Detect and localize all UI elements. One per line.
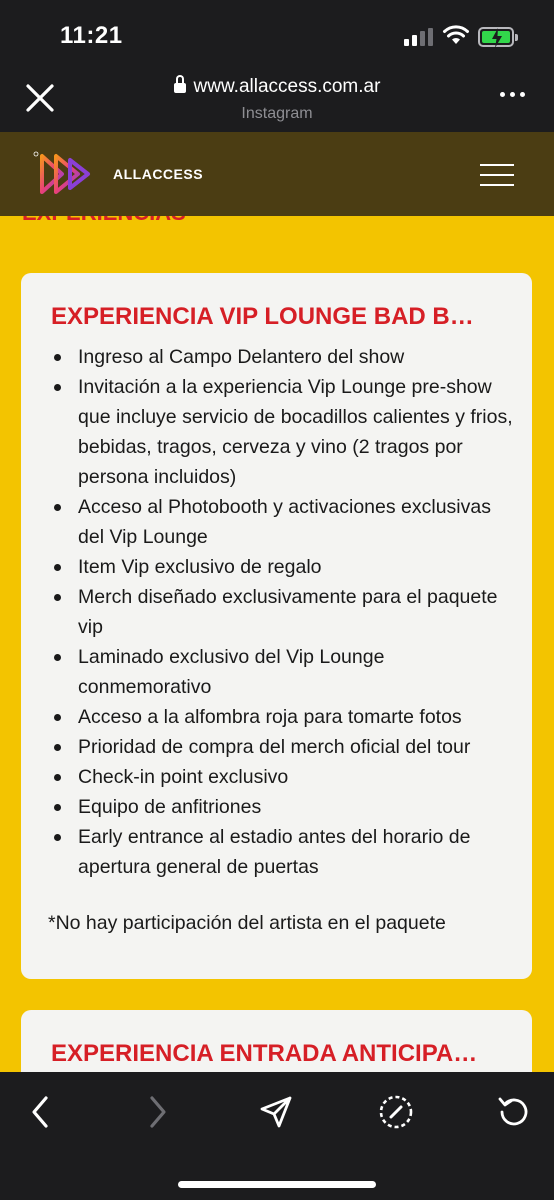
lock-icon — [174, 80, 186, 94]
status-bar — [0, 0, 554, 62]
list-item: Acceso al Photobooth y activaciones exclusivas del Vip Lounge — [48, 492, 518, 552]
reload-icon[interactable] — [494, 1092, 534, 1132]
status-time: 11:21 — [60, 22, 123, 49]
list-item: Invitación a la experiencia Vip Lounge pre-show que incluye servicio de bocadillos calientes y frios, bebidas, tragos, cerveza y vino (2 tragos por persona incluidos) — [48, 372, 518, 492]
url-text: www.allaccess.com.ar — [193, 76, 381, 97]
in-app-browser-header — [0, 62, 554, 132]
battery-charging-icon — [478, 27, 514, 47]
source-label: Instagram — [241, 105, 313, 122]
list-item: Acceso a la alfombra roja para tomarte fotos — [48, 702, 518, 732]
card-title: EXPERIENCIA ENTRADA ANTICIPA… — [51, 1040, 478, 1067]
experience-card-vip[interactable] — [21, 273, 532, 979]
address-area[interactable] — [0, 76, 554, 123]
list-item: Item Vip exclusivo de regalo — [48, 552, 518, 582]
list-item: Ingreso al Campo Delantero del show — [48, 342, 518, 372]
wifi-icon — [442, 24, 470, 46]
card-disclaimer: *No hay participación del artista en el paquete — [48, 912, 446, 934]
brand-name: ALLACCESS — [113, 166, 204, 182]
allaccess-logo[interactable] — [32, 150, 104, 198]
web-page — [0, 132, 554, 1072]
list-item: Merch diseñado exclusivamente para el paquete vip — [48, 582, 518, 642]
cellular-signal-icon — [404, 28, 434, 46]
list-item: Prioridad de compra del merch oficial del tour — [48, 732, 518, 762]
compass-icon[interactable] — [376, 1092, 416, 1132]
feature-list — [48, 342, 518, 882]
list-item: Equipo de anfitriones — [48, 792, 518, 822]
list-item: Laminado exclusivo del Vip Lounge conmemorativo — [48, 642, 518, 702]
list-item: Early entrance al estadio antes del horario de apertura general de puertas — [48, 822, 518, 882]
more-dots-icon[interactable] — [500, 92, 526, 100]
list-item: Check-in point exclusivo — [48, 762, 518, 792]
chevron-right-icon[interactable] — [138, 1092, 178, 1132]
share-send-icon[interactable] — [256, 1092, 296, 1132]
experience-card-early-entry[interactable] — [21, 1010, 532, 1072]
home-indicator[interactable] — [178, 1181, 376, 1188]
site-header — [0, 132, 554, 216]
hamburger-menu-icon[interactable] — [480, 164, 514, 186]
card-title: EXPERIENCIA VIP LOUNGE BAD B… — [51, 303, 474, 330]
chevron-left-icon[interactable] — [20, 1092, 60, 1132]
